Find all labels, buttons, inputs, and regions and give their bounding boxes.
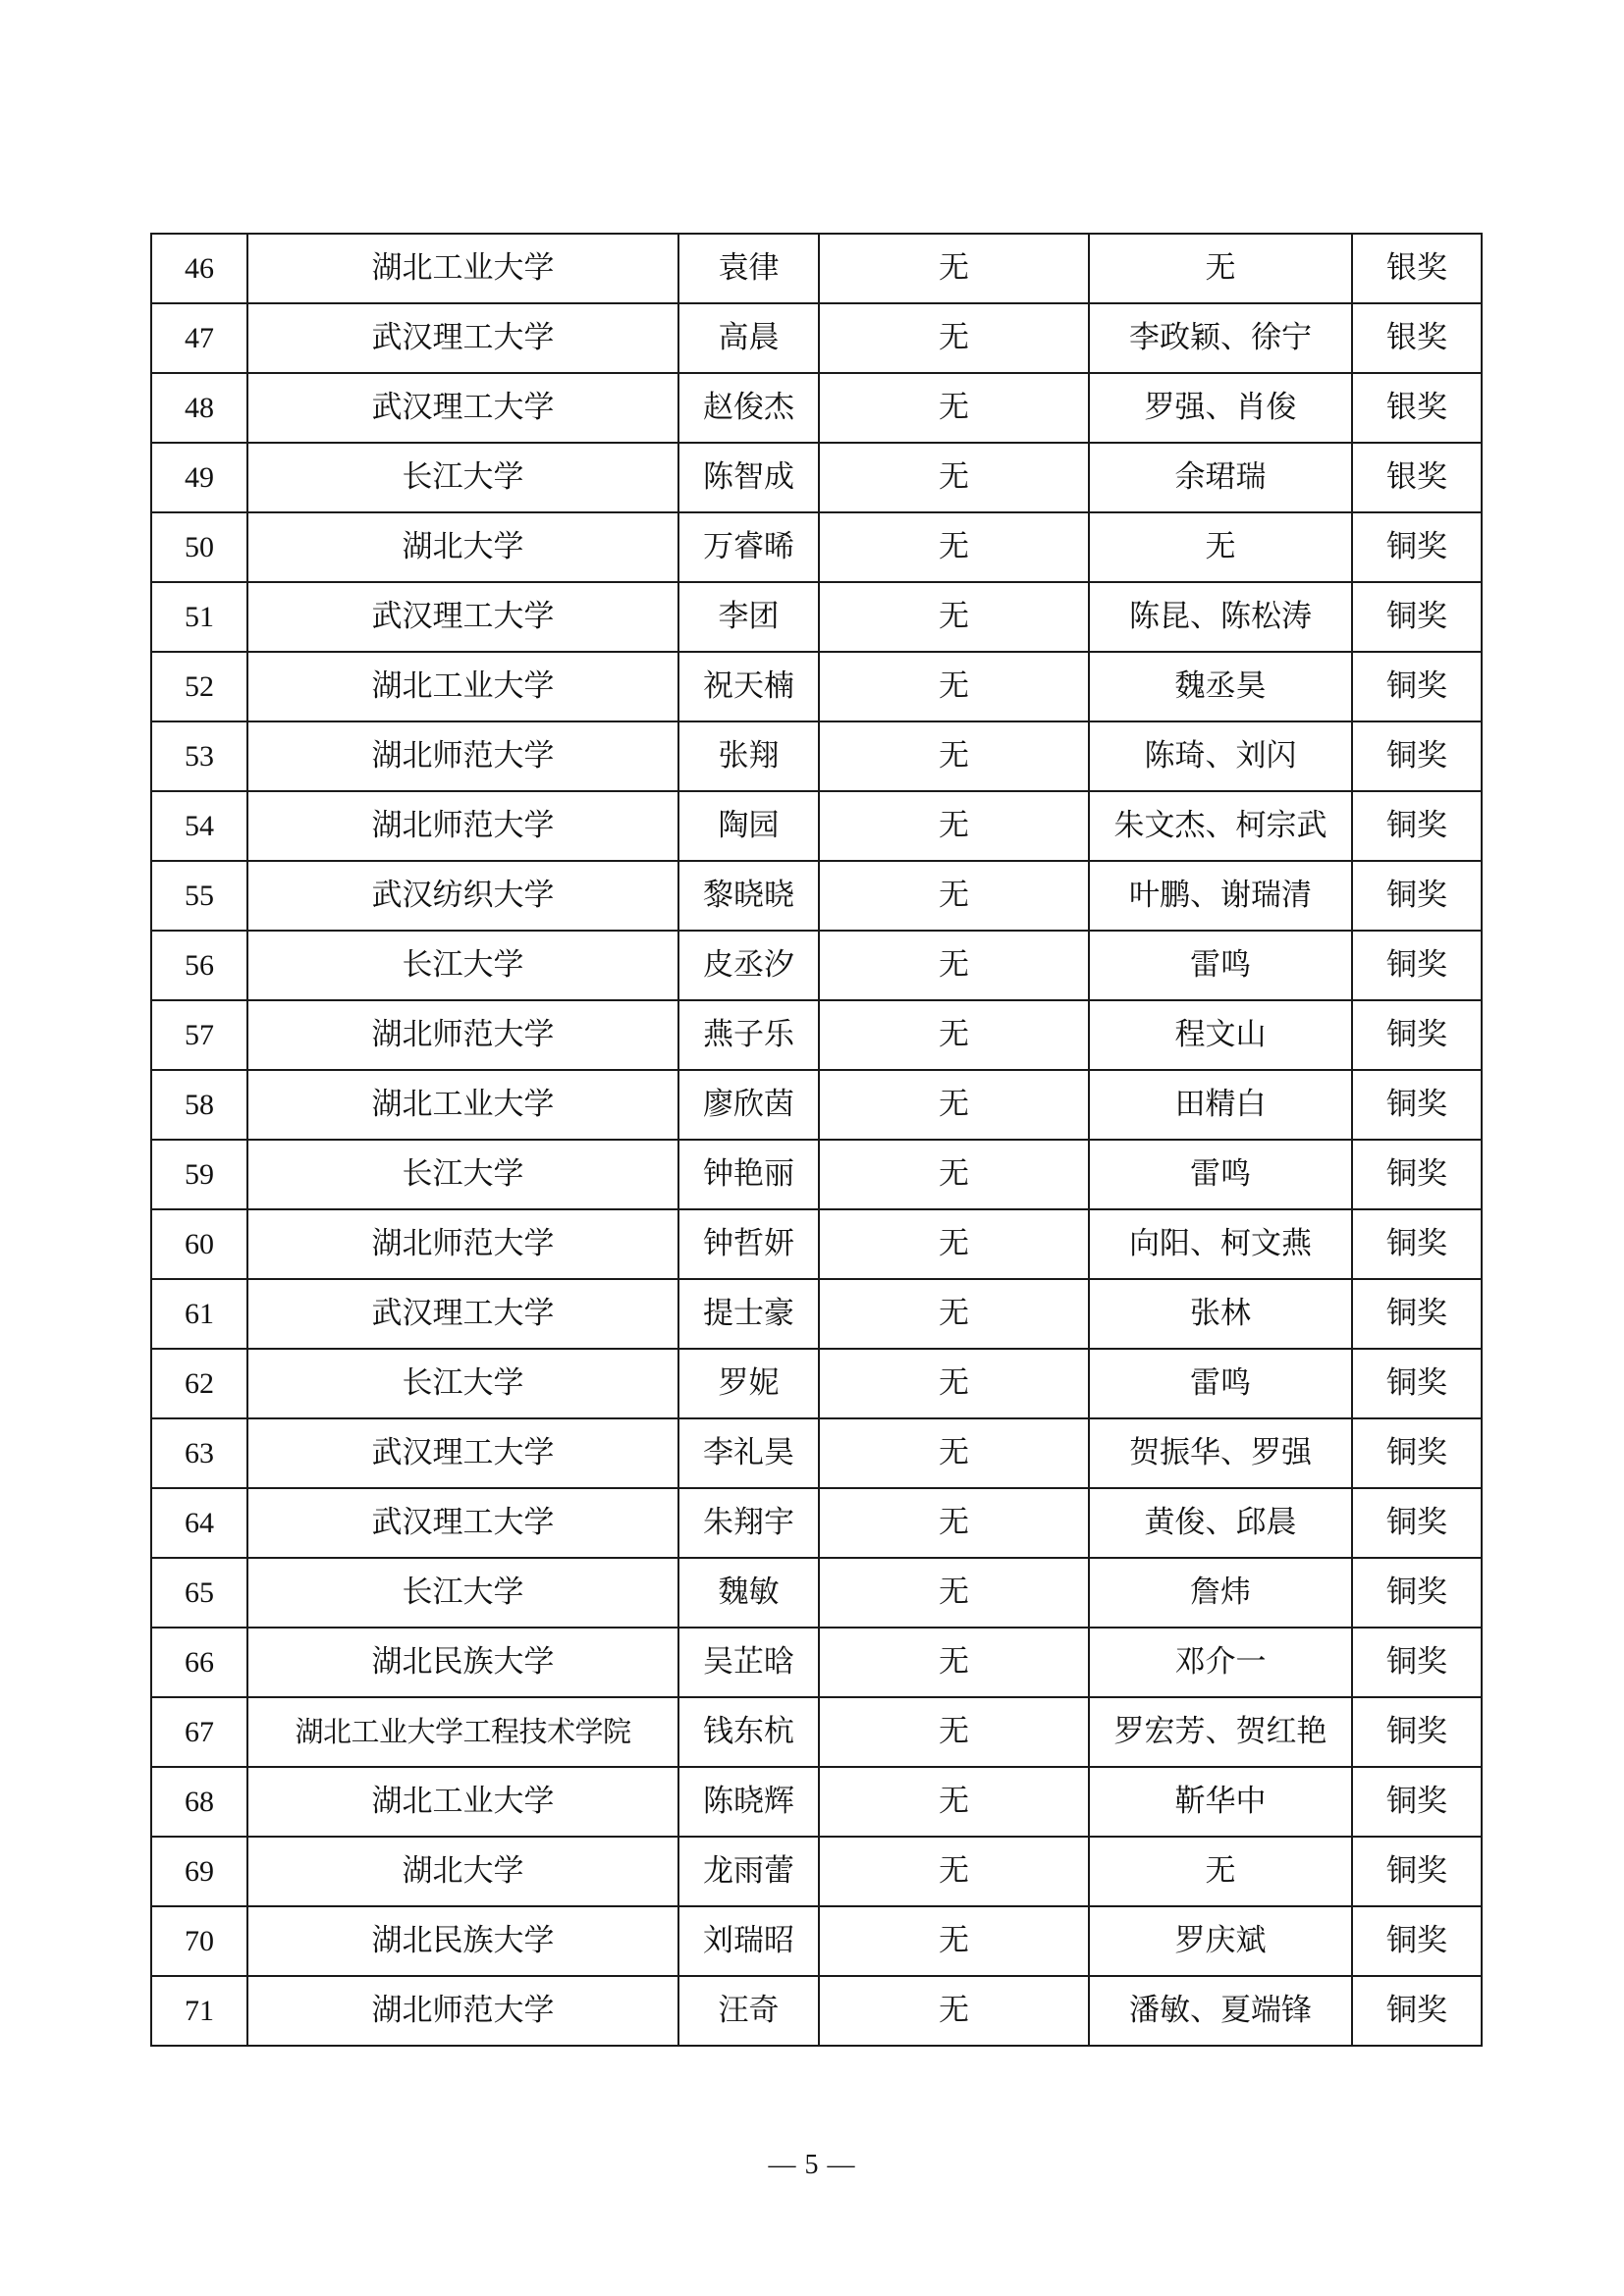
co-member-cell: 无 (819, 652, 1089, 721)
award-cell: 铜奖 (1352, 1070, 1482, 1140)
co-member-cell: 无 (819, 861, 1089, 931)
school-cell: 湖北师范大学 (247, 791, 678, 861)
award-cell: 银奖 (1352, 234, 1482, 303)
student-name-cell: 钟艳丽 (678, 1140, 819, 1209)
row-number-cell: 52 (151, 652, 247, 721)
advisor-cell: 罗庆斌 (1089, 1906, 1352, 1976)
award-cell: 银奖 (1352, 373, 1482, 443)
row-number-cell: 57 (151, 1000, 247, 1070)
school-cell: 长江大学 (247, 443, 678, 512)
co-member-cell: 无 (819, 512, 1089, 582)
co-member-cell: 无 (819, 1279, 1089, 1349)
table-row (151, 791, 1482, 861)
student-name-cell: 朱翔宇 (678, 1488, 819, 1558)
school-cell: 湖北民族大学 (247, 1628, 678, 1697)
row-number-cell: 70 (151, 1906, 247, 1976)
student-name-cell: 龙雨蕾 (678, 1837, 819, 1906)
school-cell: 湖北师范大学 (247, 1000, 678, 1070)
table-row (151, 721, 1482, 791)
table-row (151, 1558, 1482, 1628)
award-cell: 铜奖 (1352, 931, 1482, 1000)
student-name-cell: 高晨 (678, 303, 819, 373)
table-row (151, 1279, 1482, 1349)
advisor-cell: 雷鸣 (1089, 1349, 1352, 1418)
student-name-cell: 万睿晞 (678, 512, 819, 582)
student-name-cell: 吴芷晗 (678, 1628, 819, 1697)
advisor-cell: 朱文杰、柯宗武 (1089, 791, 1352, 861)
school-cell: 长江大学 (247, 1558, 678, 1628)
advisor-cell: 贺振华、罗强 (1089, 1418, 1352, 1488)
award-cell: 铜奖 (1352, 1628, 1482, 1697)
advisor-cell: 魏丞昊 (1089, 652, 1352, 721)
advisor-cell: 黄俊、邱晨 (1089, 1488, 1352, 1558)
row-number-cell: 49 (151, 443, 247, 512)
award-cell: 银奖 (1352, 443, 1482, 512)
row-number-cell: 62 (151, 1349, 247, 1418)
student-name-cell: 钟哲妍 (678, 1209, 819, 1279)
school-cell: 湖北工业大学 (247, 1070, 678, 1140)
award-cell: 铜奖 (1352, 582, 1482, 652)
row-number-cell: 54 (151, 791, 247, 861)
co-member-cell: 无 (819, 234, 1089, 303)
row-number-cell: 67 (151, 1697, 247, 1767)
student-name-cell: 陈晓辉 (678, 1767, 819, 1837)
row-number-cell: 51 (151, 582, 247, 652)
award-cell: 铜奖 (1352, 652, 1482, 721)
advisor-cell: 罗强、肖俊 (1089, 373, 1352, 443)
co-member-cell: 无 (819, 1488, 1089, 1558)
school-cell: 武汉理工大学 (247, 1418, 678, 1488)
advisor-cell: 罗宏芳、贺红艳 (1089, 1697, 1352, 1767)
co-member-cell: 无 (819, 1558, 1089, 1628)
co-member-cell: 无 (819, 443, 1089, 512)
table-row (151, 1418, 1482, 1488)
advisor-cell: 田精白 (1089, 1070, 1352, 1140)
row-number-cell: 53 (151, 721, 247, 791)
school-cell: 武汉理工大学 (247, 373, 678, 443)
student-name-cell: 刘瑞昭 (678, 1906, 819, 1976)
award-cell: 铜奖 (1352, 721, 1482, 791)
award-table-body (151, 234, 1482, 2046)
advisor-cell: 张林 (1089, 1279, 1352, 1349)
student-name-cell: 钱东杭 (678, 1697, 819, 1767)
award-cell: 铜奖 (1352, 791, 1482, 861)
co-member-cell: 无 (819, 1837, 1089, 1906)
student-name-cell: 黎晓晓 (678, 861, 819, 931)
student-name-cell: 罗妮 (678, 1349, 819, 1418)
co-member-cell: 无 (819, 1418, 1089, 1488)
table-row (151, 1697, 1482, 1767)
award-cell: 铜奖 (1352, 1767, 1482, 1837)
advisor-cell: 程文山 (1089, 1000, 1352, 1070)
school-cell: 武汉纺织大学 (247, 861, 678, 931)
table-row (151, 1209, 1482, 1279)
table-row (151, 1488, 1482, 1558)
co-member-cell: 无 (819, 1906, 1089, 1976)
student-name-cell: 李礼昊 (678, 1418, 819, 1488)
co-member-cell: 无 (819, 1140, 1089, 1209)
student-name-cell: 李团 (678, 582, 819, 652)
award-cell: 铜奖 (1352, 1558, 1482, 1628)
co-member-cell: 无 (819, 1349, 1089, 1418)
school-cell: 武汉理工大学 (247, 303, 678, 373)
table-row (151, 582, 1482, 652)
table-row (151, 1906, 1482, 1976)
student-name-cell: 汪奇 (678, 1976, 819, 2046)
award-cell: 铜奖 (1352, 512, 1482, 582)
award-table (150, 233, 1483, 2047)
co-member-cell: 无 (819, 1070, 1089, 1140)
co-member-cell: 无 (819, 1697, 1089, 1767)
row-number-cell: 69 (151, 1837, 247, 1906)
row-number-cell: 61 (151, 1279, 247, 1349)
table-row (151, 1628, 1482, 1697)
award-cell: 铜奖 (1352, 1976, 1482, 2046)
table-row (151, 443, 1482, 512)
school-cell: 湖北民族大学 (247, 1906, 678, 1976)
row-number-cell: 55 (151, 861, 247, 931)
school-cell: 湖北工业大学工程技术学院 (247, 1697, 678, 1767)
student-name-cell: 祝天楠 (678, 652, 819, 721)
school-cell: 长江大学 (247, 931, 678, 1000)
table-row (151, 512, 1482, 582)
student-name-cell: 皮丞汐 (678, 931, 819, 1000)
student-name-cell: 魏敏 (678, 1558, 819, 1628)
school-cell: 湖北大学 (247, 1837, 678, 1906)
school-cell: 长江大学 (247, 1349, 678, 1418)
co-member-cell: 无 (819, 721, 1089, 791)
school-cell: 湖北师范大学 (247, 721, 678, 791)
co-member-cell: 无 (819, 1767, 1089, 1837)
co-member-cell: 无 (819, 931, 1089, 1000)
table-row (151, 303, 1482, 373)
school-cell: 武汉理工大学 (247, 582, 678, 652)
co-member-cell: 无 (819, 303, 1089, 373)
row-number-cell: 47 (151, 303, 247, 373)
award-cell: 银奖 (1352, 303, 1482, 373)
student-name-cell: 陶园 (678, 791, 819, 861)
table-row (151, 373, 1482, 443)
row-number-cell: 65 (151, 1558, 247, 1628)
student-name-cell: 张翔 (678, 721, 819, 791)
advisor-cell: 邓介一 (1089, 1628, 1352, 1697)
advisor-cell: 詹炜 (1089, 1558, 1352, 1628)
table-row (151, 861, 1482, 931)
award-cell: 铜奖 (1352, 1000, 1482, 1070)
row-number-cell: 50 (151, 512, 247, 582)
award-cell: 铜奖 (1352, 1279, 1482, 1349)
award-cell: 铜奖 (1352, 1697, 1482, 1767)
school-cell: 武汉理工大学 (247, 1279, 678, 1349)
co-member-cell: 无 (819, 791, 1089, 861)
advisor-cell: 向阳、柯文燕 (1089, 1209, 1352, 1279)
table-row (151, 652, 1482, 721)
school-cell: 湖北师范大学 (247, 1209, 678, 1279)
row-number-cell: 60 (151, 1209, 247, 1279)
advisor-cell: 雷鸣 (1089, 1140, 1352, 1209)
advisor-cell: 潘敏、夏端锋 (1089, 1976, 1352, 2046)
advisor-cell: 叶鹏、谢瑞清 (1089, 861, 1352, 931)
advisor-cell: 雷鸣 (1089, 931, 1352, 1000)
advisor-cell: 无 (1089, 234, 1352, 303)
co-member-cell: 无 (819, 582, 1089, 652)
school-cell: 湖北工业大学 (247, 234, 678, 303)
school-cell: 湖北大学 (247, 512, 678, 582)
row-number-cell: 63 (151, 1418, 247, 1488)
row-number-cell: 64 (151, 1488, 247, 1558)
row-number-cell: 66 (151, 1628, 247, 1697)
row-number-cell: 46 (151, 234, 247, 303)
student-name-cell: 袁律 (678, 234, 819, 303)
award-cell: 铜奖 (1352, 1906, 1482, 1976)
award-cell: 铜奖 (1352, 1140, 1482, 1209)
table-row (151, 1000, 1482, 1070)
school-cell: 湖北师范大学 (247, 1976, 678, 2046)
table-row (151, 1349, 1482, 1418)
co-member-cell: 无 (819, 1209, 1089, 1279)
school-cell: 长江大学 (247, 1140, 678, 1209)
row-number-cell: 56 (151, 931, 247, 1000)
school-cell: 湖北工业大学 (247, 652, 678, 721)
co-member-cell: 无 (819, 1000, 1089, 1070)
student-name-cell: 陈智成 (678, 443, 819, 512)
advisor-cell: 陈昆、陈松涛 (1089, 582, 1352, 652)
table-row (151, 1976, 1482, 2046)
co-member-cell: 无 (819, 373, 1089, 443)
row-number-cell: 59 (151, 1140, 247, 1209)
table-row (151, 931, 1482, 1000)
student-name-cell: 赵俊杰 (678, 373, 819, 443)
advisor-cell: 无 (1089, 512, 1352, 582)
co-member-cell: 无 (819, 1628, 1089, 1697)
award-cell: 铜奖 (1352, 1349, 1482, 1418)
row-number-cell: 48 (151, 373, 247, 443)
award-cell: 铜奖 (1352, 1488, 1482, 1558)
row-number-cell: 58 (151, 1070, 247, 1140)
advisor-cell: 李政颖、徐宁 (1089, 303, 1352, 373)
table-row (151, 234, 1482, 303)
student-name-cell: 提士豪 (678, 1279, 819, 1349)
advisor-cell: 靳华中 (1089, 1767, 1352, 1837)
table-row (151, 1070, 1482, 1140)
award-cell: 铜奖 (1352, 861, 1482, 931)
table-row (151, 1140, 1482, 1209)
student-name-cell: 燕子乐 (678, 1000, 819, 1070)
table-row (151, 1837, 1482, 1906)
co-member-cell: 无 (819, 1976, 1089, 2046)
table-row (151, 1767, 1482, 1837)
award-cell: 铜奖 (1352, 1418, 1482, 1488)
student-name-cell: 廖欣茵 (678, 1070, 819, 1140)
school-cell: 湖北工业大学 (247, 1767, 678, 1837)
school-cell: 武汉理工大学 (247, 1488, 678, 1558)
row-number-cell: 71 (151, 1976, 247, 2046)
row-number-cell: 68 (151, 1767, 247, 1837)
advisor-cell: 陈琦、刘闪 (1089, 721, 1352, 791)
award-cell: 铜奖 (1352, 1209, 1482, 1279)
page-number: — 5 — (768, 2150, 856, 2180)
award-cell: 铜奖 (1352, 1837, 1482, 1906)
advisor-cell: 无 (1089, 1837, 1352, 1906)
advisor-cell: 余珺瑞 (1089, 443, 1352, 512)
